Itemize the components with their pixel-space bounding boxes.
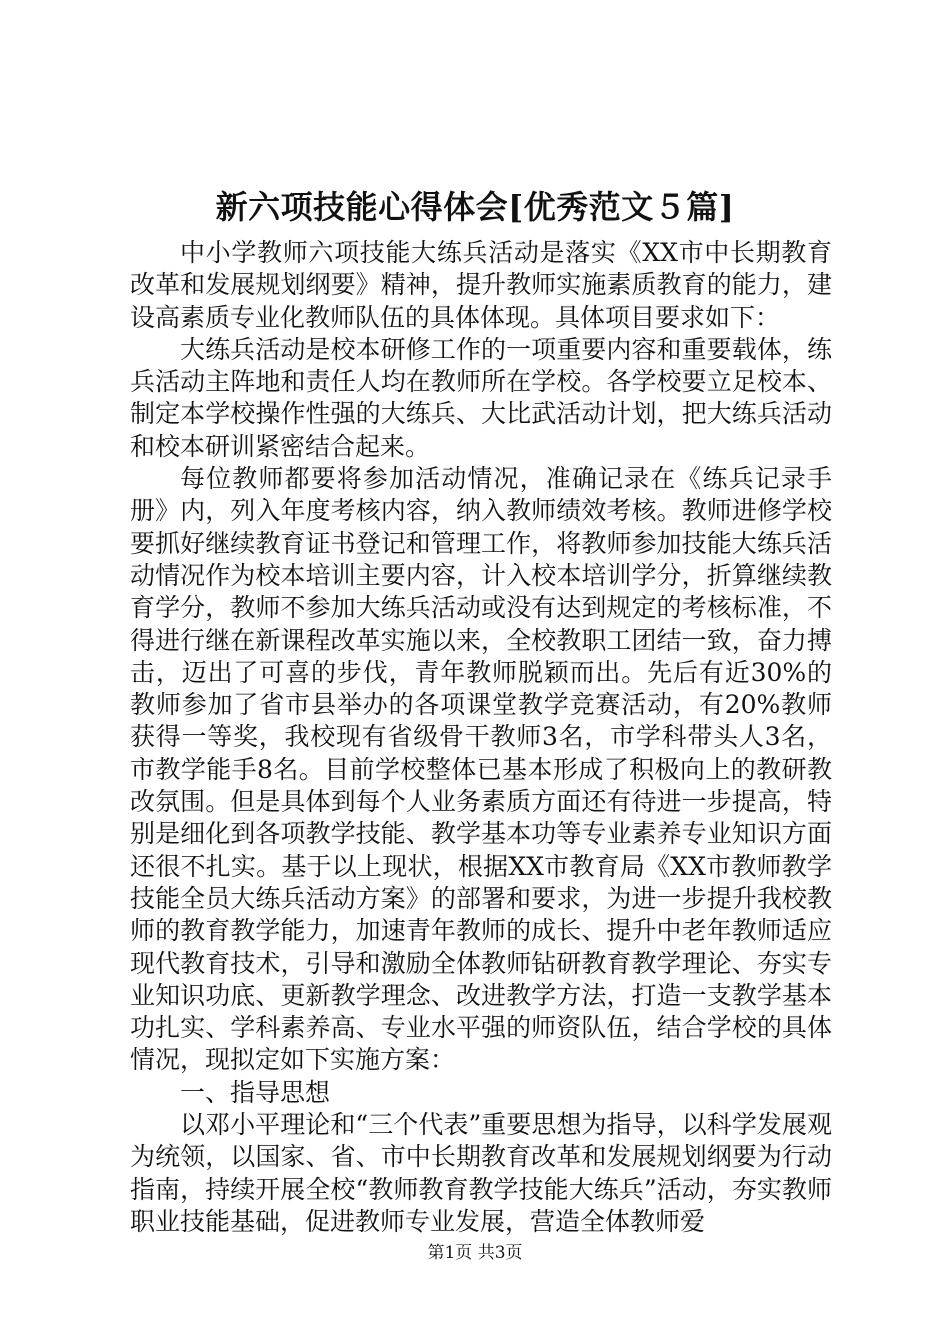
paragraph-records-and-plan: 每位教师都要将参加活动情况，准确记录在《练兵记录手册》内，列入年度考核内容，纳入教师绩效考核。教师进修学校要抓好继续教育证书登记和管理工作，将教师参加技能大练兵活动情况作为校本培训主要内容，计入校本培训学分，折算继续教育学分，教师不参加大练兵活动或没有达到规定的考核标准，不得进行继在新课程改革实施以来，全校教职工团结一致，奋力搏击，迈出了可喜的步伐，青年教师脱颖而出。先后有近30%的教师参加了省市县举办的各项课堂教学竞赛活动，有20%教师获得一等奖，我校现有省级骨干教师3名，市学科带头人3名，市教学能手8名。目前学校整体已基本形成了积极向上的教研教改氛围。但是具体到每个人业务素质方面还有待进一步提高，特别是细化到各项教学技能、教学基本功等专业素养专业知识方面还很不扎实。基于以上现状，根据XX市教育局《XX市教师教学技能全员大练兵活动方案》的部署和要求，为进一步提升我校教师的教育教学能力，加速青年教师的成长、提升中老年教师适应现代教育技术，引导和激励全体教师钻研教育教学理论、夯实专业知识功底、更新教学理念、改进教学方法，打造一支教学基本功扎实、学科素养高、专业水平强的师资队伍，结合学校的具体情况，现拟定如下实施方案： xyxy=(130,464,832,1075)
document-body xyxy=(130,237,832,1238)
paragraph-guiding-ideology: 以邓小平理论和“三个代表”重要思想为指导，以科学发展观为统领，以国家、省、市中长期教育改革和发展规划纲要为行动指南，持续开展全校“教师教育教学技能大练兵”活动，夯实教师职业技能基础，促进教师专业发展，营造全体教师爱 xyxy=(130,1110,832,1236)
paragraph-drill-activity: 大练兵活动是校本研修工作的一项重要内容和重要载体，练兵活动主阵地和责任人均在教师所在学校。各学校要立足校本、制定本学校操作性强的大练兵、大比武活动计划，把大练兵活动和校本研训紧密结合起来。 xyxy=(130,334,832,461)
document-title: 新六项技能心得体会[优秀范文５篇] xyxy=(215,188,735,226)
page-number-footer: 第1页 共3页 xyxy=(427,1243,523,1263)
paragraph-intro: 中小学教师六项技能大练兵活动是落实《XX市中长期教育改革和发展规划纲要》精神，提升教师实施素质教育的能力，建设高素质专业化教师队伍的具体体现。具体项目要求如下： xyxy=(130,238,832,332)
section-heading-guiding-ideology: 一、指导思想 xyxy=(180,1077,331,1107)
